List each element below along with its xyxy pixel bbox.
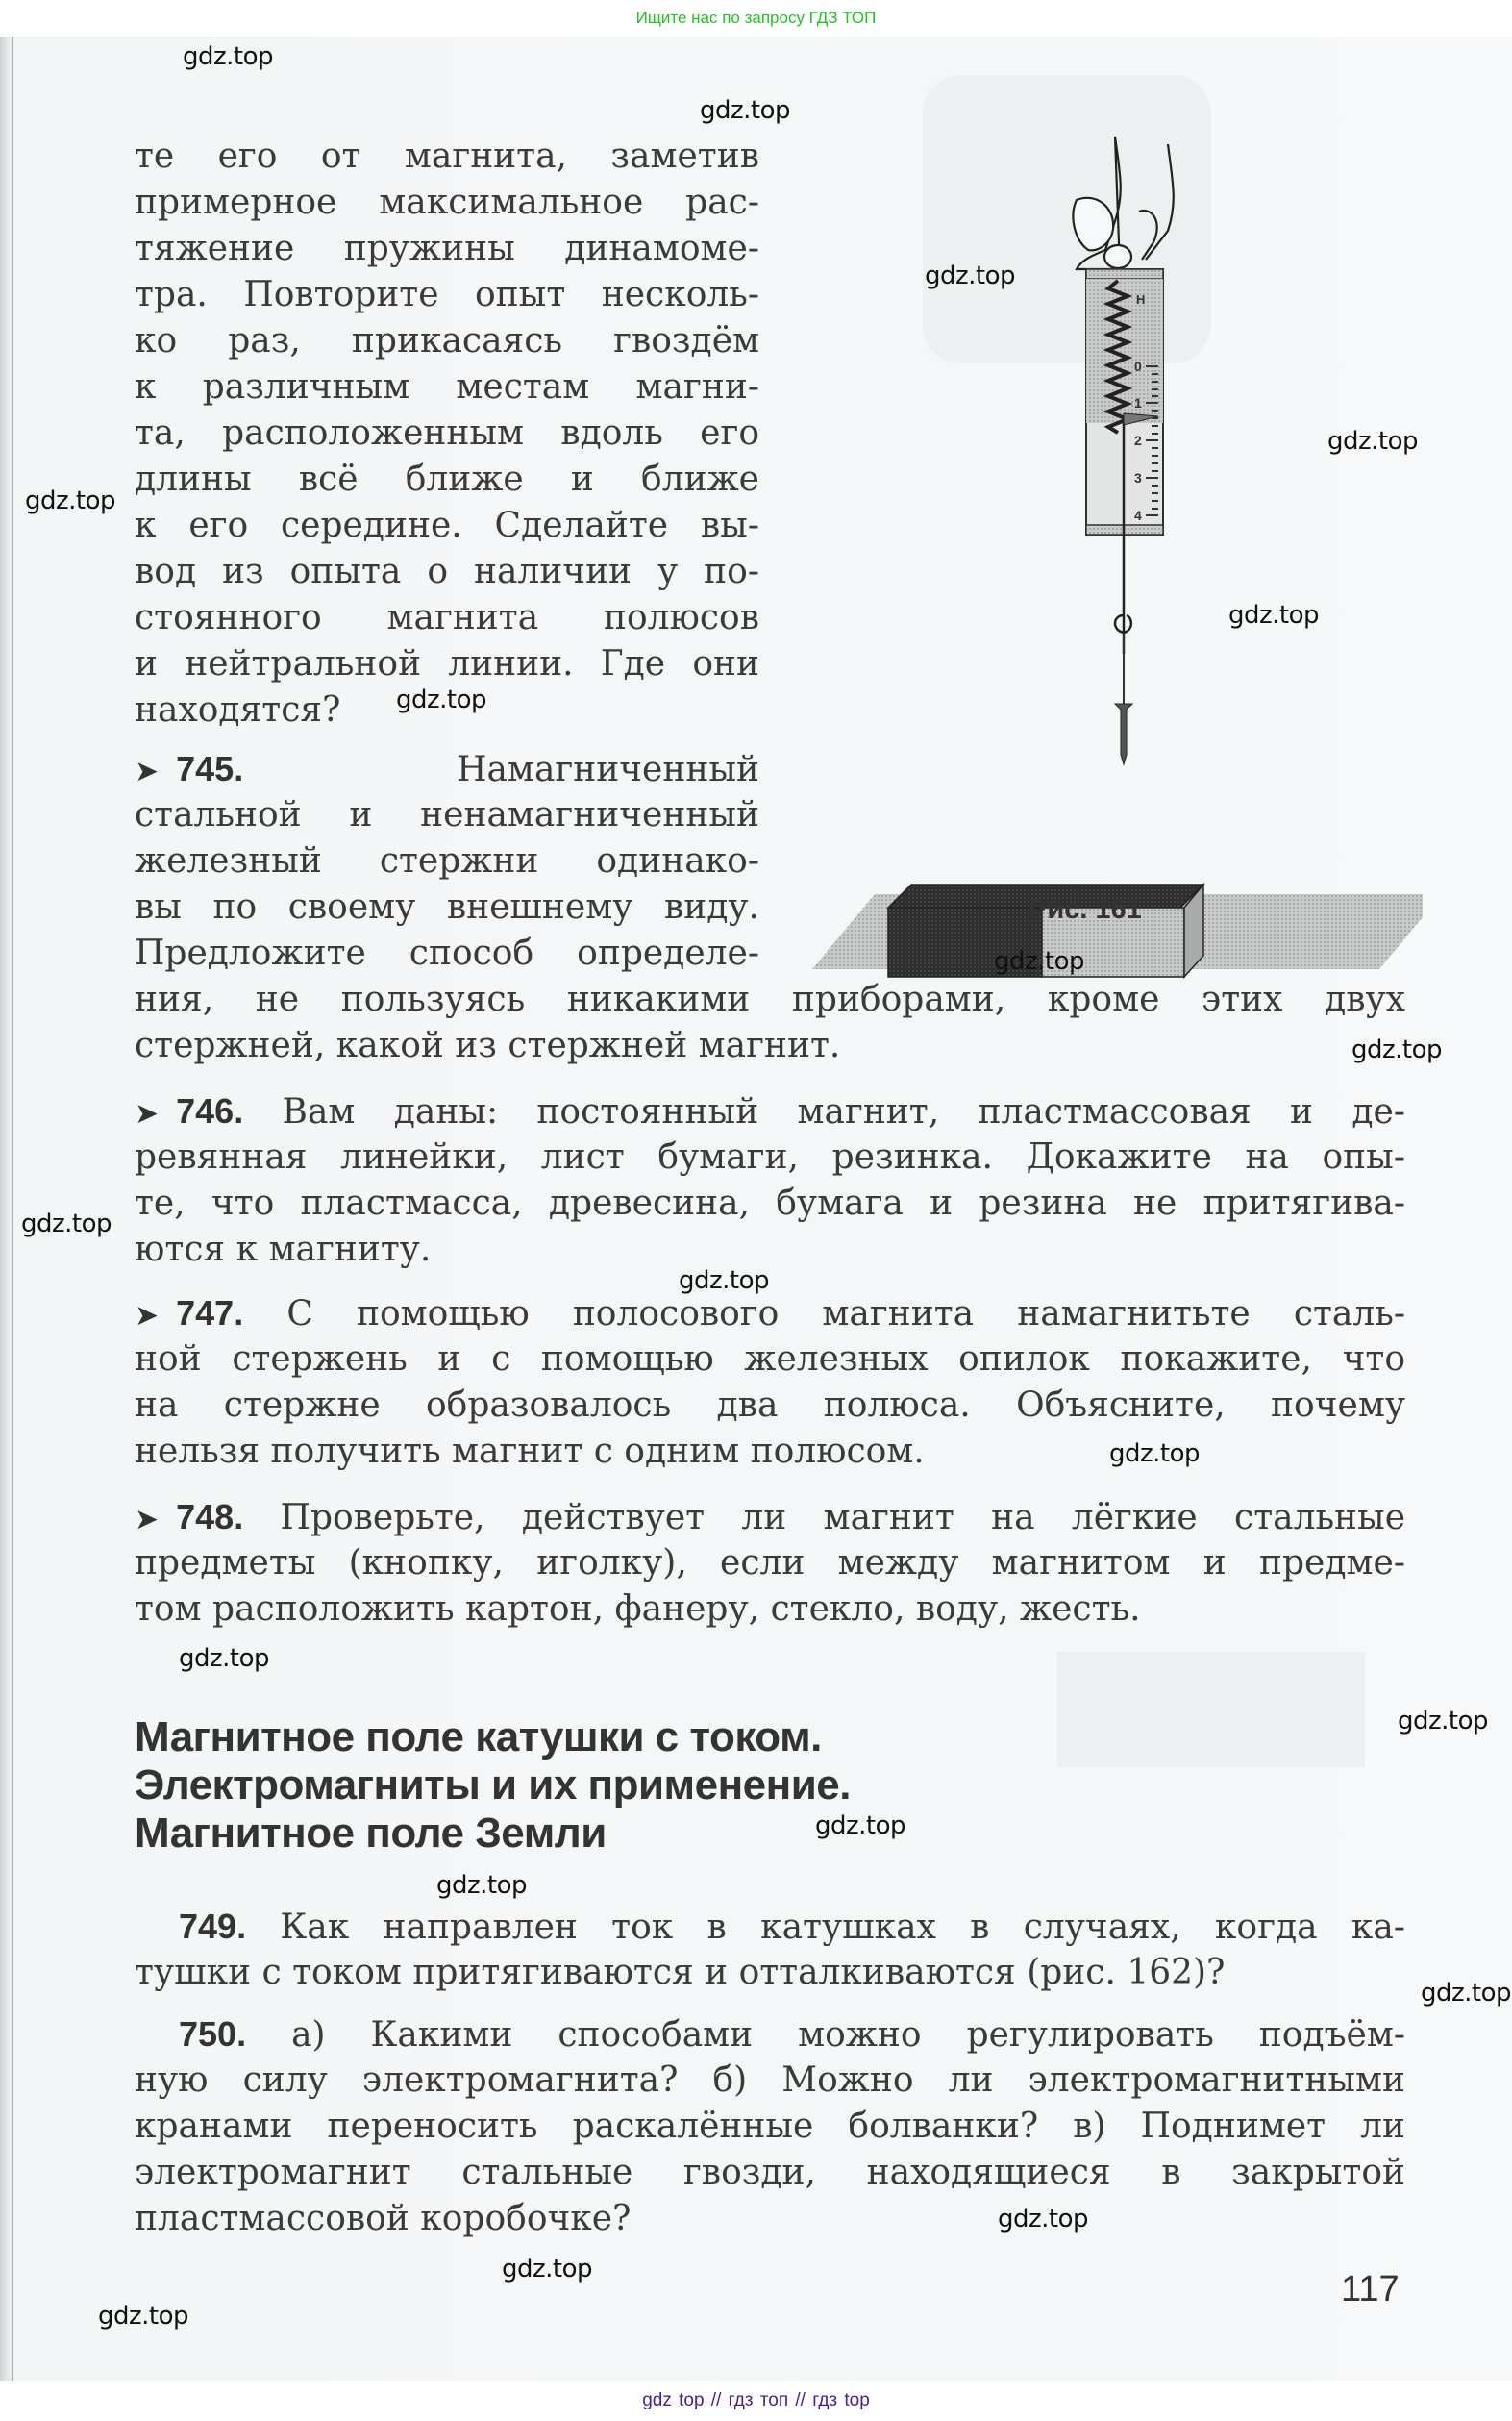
watermark: gdz.top [1351,1036,1443,1064]
text-line: ются к магниту. [135,1230,432,1269]
problem-first-line [135,1290,1405,1336]
watermark: gdz.top [1327,427,1419,456]
watermark: gdz.top [994,947,1085,976]
site-footer [0,2381,1512,2421]
section-heading [135,1713,1096,1858]
watermark: gdz.top [700,96,791,125]
text-line: стержней, какой из стержней магнит. [135,1026,841,1065]
hand-icon [1073,137,1173,269]
problem-747 [135,1290,1405,1475]
scale-unit: Н [1136,292,1146,307]
text-fragment: Вам даны: постоянный магнит, пластмассовая и де- [282,1092,1405,1132]
show-through-ghost [1057,1652,1365,1767]
text-fragment: Проверьте, действует ли магнит на лёгкие стальные [280,1498,1405,1537]
problem-first-line [135,1904,1405,1950]
text-line: стоянного магнита полюсов [135,598,759,637]
text-line: нельзя получить магнит с одним полюсом. [135,1432,925,1471]
problem-number: 750. [179,2014,247,2054]
arrow-marker-icon: ➤ [135,1097,160,1131]
text-line: те, что пластмасса, древесина, бумага и резина не притягива- [135,1184,1405,1223]
svg-text:1: 1 [1134,395,1142,411]
heading-line: Электромагниты и их применение. [135,1761,851,1809]
watermark: gdz.top [998,2205,1089,2234]
text-line: те его от магнита, заметив [135,137,759,176]
text-line: предметы (кнопку, иголку), если между магнитом и предме- [135,1543,1405,1583]
text-line: электромагнит стальные гвозди, находящиеся в закрытой [135,2153,1405,2192]
problem-first-line [135,2011,1405,2058]
arrow-marker-icon: ➤ [135,1299,160,1333]
problem-746 [135,1088,1405,1273]
continuation-paragraph [135,134,759,734]
watermark: gdz.top [1228,601,1320,630]
text-line: ния, не пользуясь никакими приборами, кроме этих двух [135,980,1405,1019]
problem-749 [135,1904,1405,1996]
text-line: длины всё ближе и ближе [135,460,759,499]
heading-line: Магнитное поле Земли [135,1810,607,1857]
watermark: gdz.top [1398,1707,1489,1735]
watermark: gdz.top [436,1871,528,1900]
text-line: к различным местам магни- [135,367,759,407]
page-number: 117 [1341,2269,1400,2309]
svg-text:4: 4 [1134,508,1142,523]
footer-text: gdz top // гдз топ // гдз top [642,2390,870,2410]
text-line: кранами переносить раскалённые болванки? в) Поднимет ли [135,2107,1405,2146]
text-line: к его середине. Сделайте вы- [135,506,759,545]
watermark: gdz.top [25,487,116,515]
problem-number: 745. [176,749,244,788]
text-fragment: С помощью полосового магнита намагнитьте сталь- [286,1294,1405,1334]
text-line: тра. Повторите опыт несколь- [135,275,759,314]
problem-number: 747. [176,1293,244,1333]
problem-first-line [135,746,759,792]
arrow-marker-icon: ➤ [135,755,160,788]
text-line: ную силу электромагнита? б) Можно ли электромагнитными [135,2060,1405,2100]
search-banner [0,0,1512,37]
text-line: стальной и ненамагниченный [135,795,759,835]
watermark: gdz.top [183,42,274,71]
text-line: примерное максимальное рас- [135,183,759,222]
problem-748 [135,1494,1405,1633]
text-line: находятся? [135,690,341,730]
figure-caption: Рис. 161 [1029,894,1142,925]
text-line: вы по своему внешнему виду. [135,887,759,927]
text-line: том расположить картон, фанеру, стекло, воду, жесть. [135,1589,1141,1629]
problem-750 [135,2011,1405,2242]
text-fragment: Как направлен ток в катушках в случаях, когда ка- [280,1908,1405,1947]
svg-text:0: 0 [1134,359,1142,374]
text-line: на стержне образовалось два полюса. Объясните, почему [135,1385,1405,1425]
text-line: тяжение пружины динамоме- [135,229,759,268]
text-line: та, расположенным вдоль его [135,413,759,453]
text-fragment: Намагниченный [457,750,759,789]
problem-first-line [135,1088,1405,1135]
page-spine-edge [12,37,13,2381]
text-fragment: а) Какими способами можно регулировать подъём- [291,2015,1405,2055]
heading-line: Магнитное поле катушки с током. [135,1713,822,1760]
watermark: gdz.top [98,2302,189,2331]
watermark: gdz.top [396,686,487,714]
problem-number: 748. [176,1497,244,1536]
svg-text:2: 2 [1134,433,1142,448]
watermark: gdz.top [1421,1979,1512,2008]
watermark: gdz.top [502,2255,593,2284]
text-line: и нейтральной линии. Где они [135,644,759,684]
watermark: gdz.top [179,1644,270,1673]
text-line: Предложите способ определе- [135,934,759,973]
watermark: gdz.top [679,1266,770,1295]
dynamometer-icon [1086,269,1163,654]
problem-number: 746. [176,1091,244,1131]
problem-number: 749. [179,1907,247,1946]
text-line: вод из опыта о наличии у по- [135,552,759,591]
problem-745-continued [135,977,1405,1069]
watermark: gdz.top [925,262,1016,290]
text-line: тушки с током притягиваются и отталкиваются (рис. 162)? [135,1953,1226,1992]
text-line: пластмассовой коробочке? [135,2199,632,2238]
watermark: gdz.top [815,1811,906,1840]
text-line: ревянная линейки, лист бумаги, резинка. Докажите на опы- [135,1137,1405,1177]
watermark: gdz.top [21,1210,112,1238]
text-line: ной стержень и с помощью железных опилок покажите, что [135,1339,1405,1379]
nail-icon [1115,633,1132,764]
arrow-marker-icon: ➤ [135,1503,160,1536]
problem-745 [135,746,759,977]
problem-first-line [135,1494,1405,1540]
figure-dynamometer-magnet [788,115,1423,981]
text-line: железный стержни одинако- [135,841,759,881]
text-line: ко раз, прикасаясь гвоздём [135,321,759,361]
svg-text:3: 3 [1134,470,1142,486]
banner-text: Ищите нас по запросу ГДЗ ТОП [635,9,877,27]
watermark: gdz.top [1109,1439,1201,1468]
